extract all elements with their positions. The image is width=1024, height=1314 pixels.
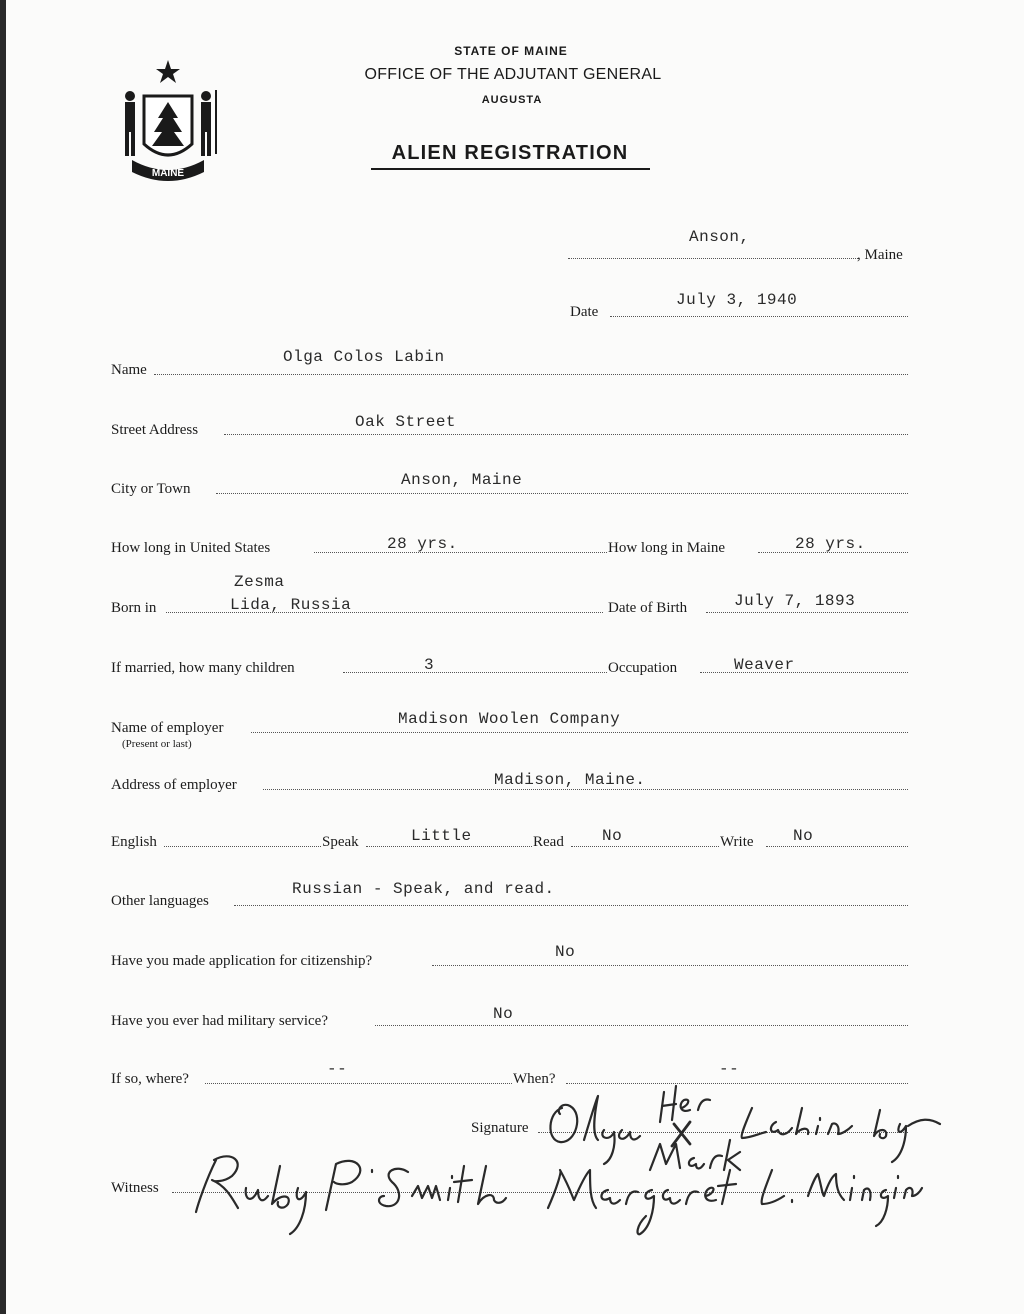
header-city: AUGUSTA: [481, 94, 543, 106]
us-value: 28 yrs.: [387, 535, 458, 553]
read-label: Read: [533, 834, 564, 850]
signature-label: Signature: [471, 1120, 529, 1136]
mark-stroke: [650, 1144, 680, 1170]
employer-value: Madison Woolen Company: [398, 710, 621, 728]
her-stroke: [660, 1086, 676, 1122]
write-value: No: [793, 827, 814, 845]
name-value: Olga Colos Labin: [283, 348, 445, 366]
military-value: No: [493, 1005, 514, 1023]
english-label: English: [111, 834, 157, 850]
witness-mingin-stroke: [808, 1174, 844, 1200]
born-note: Zesma: [234, 573, 285, 591]
signature-olga-stroke: [550, 1105, 577, 1142]
employer-address-label: Address of employer: [111, 777, 237, 793]
witness-label: Witness: [111, 1180, 159, 1196]
children-value: 3: [424, 656, 435, 674]
occupation-label: Occupation: [608, 660, 678, 676]
dob-value: July 7, 1893: [734, 592, 856, 610]
employer-address-value: Madison, Maine.: [494, 771, 646, 789]
when-value: --: [719, 1060, 740, 1078]
city-value: Anson, Maine: [401, 471, 523, 489]
born-label: Born in: [111, 600, 157, 616]
date-label: Date: [570, 304, 599, 320]
witness-margaret-stroke: [548, 1170, 596, 1208]
citizenship-value: No: [555, 943, 576, 961]
svg-text:MAINE: MAINE: [151, 168, 185, 179]
citizenship-label: Have you made application for citizenship?: [111, 953, 373, 969]
witness-p-stroke: [326, 1161, 360, 1210]
read-value: No: [602, 827, 623, 845]
place-value: Anson,: [689, 228, 750, 246]
occupation-value: Weaver: [734, 656, 795, 674]
witness-l-stroke: [762, 1170, 784, 1204]
military-label: Have you ever had military service?: [111, 1013, 328, 1029]
name-label: Name: [111, 362, 147, 378]
signature-labin-stroke: [742, 1108, 766, 1138]
other-lang-label: Other languages: [111, 893, 209, 909]
when-label: When?: [513, 1071, 556, 1087]
witness-ruby-stroke: [196, 1156, 238, 1212]
employer-sublabel: (Present or last): [122, 738, 192, 750]
city-label: City or Town: [111, 481, 191, 497]
other-lang-value: Russian - Speak, and read.: [292, 880, 555, 898]
speak-label: Speak: [322, 834, 359, 850]
speak-value: Little: [411, 827, 472, 845]
maine-label: How long in Maine: [608, 540, 726, 556]
maine-value: 28 yrs.: [795, 535, 866, 553]
header-office: OFFICE OF THE ADJUTANT GENERAL: [364, 66, 662, 83]
form-title: ALIEN REGISTRATION: [391, 142, 629, 164]
dob-label: Date of Birth: [608, 600, 688, 616]
street-value: Oak Street: [355, 413, 457, 431]
x-mark-stroke: [672, 1122, 690, 1146]
witness-smith-stroke: [379, 1169, 408, 1206]
street-label: Street Address: [111, 422, 199, 438]
where-label: If so, where?: [111, 1071, 189, 1087]
children-label: If married, how many children: [111, 660, 295, 676]
employer-label: Name of employer: [111, 720, 224, 736]
us-label: How long in United States: [111, 540, 271, 556]
where-value: --: [327, 1060, 348, 1078]
place-suffix: , Maine: [857, 247, 903, 263]
date-value: July 3, 1940: [676, 291, 798, 309]
header-state: STATE OF MAINE: [454, 44, 568, 58]
born-value: Lida, Russia: [230, 596, 352, 614]
write-label: Write: [720, 834, 754, 850]
